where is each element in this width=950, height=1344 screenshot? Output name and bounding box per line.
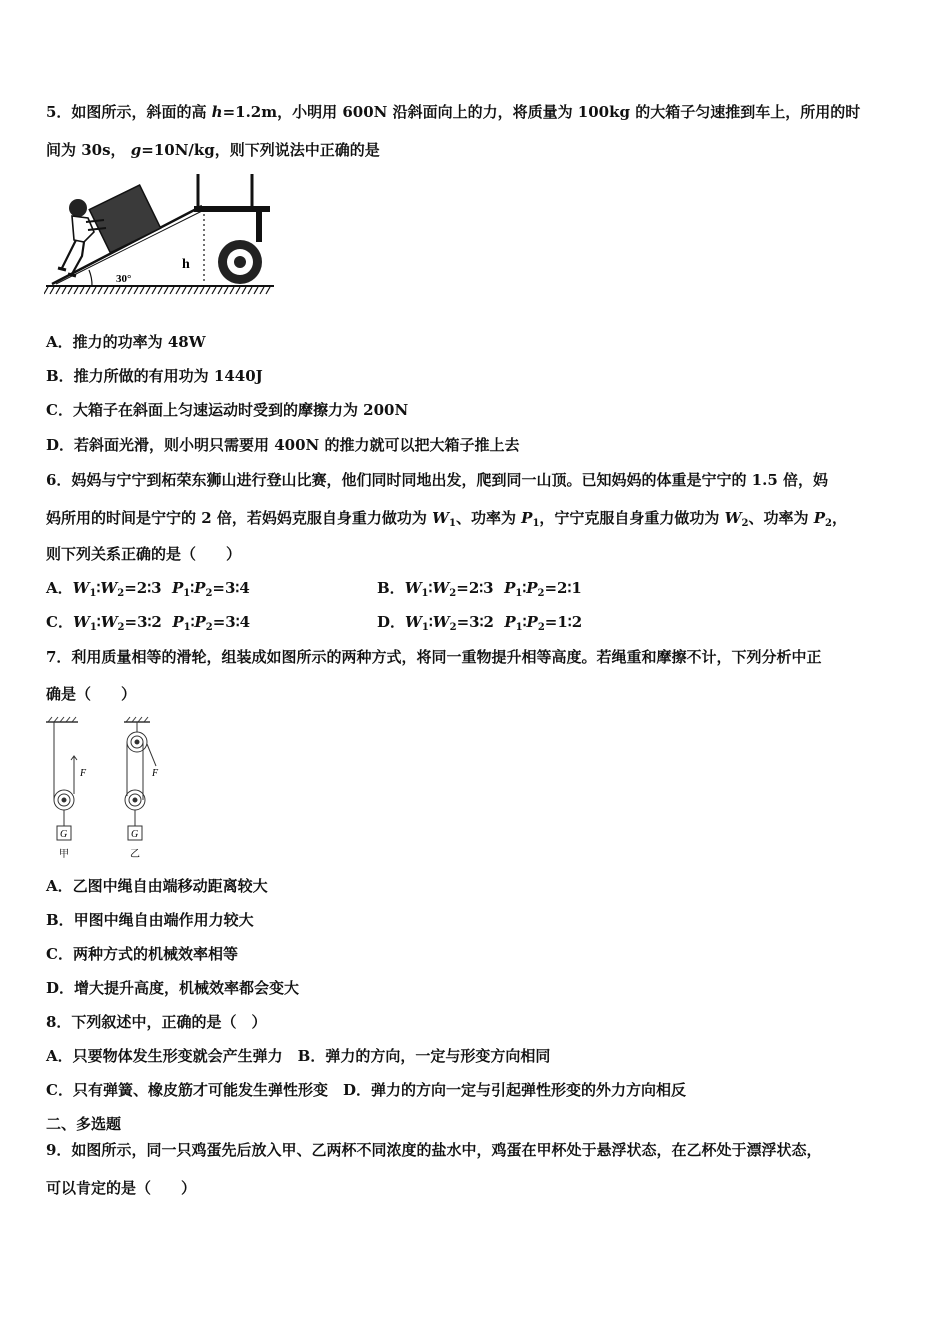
q5-stem-line-1: 5．如图所示，斜面的高 h=1.2m，小明用 600N 沿斜面向上的力，将质量为 100kg 的大箱子匀速推到车上，所用的时 xyxy=(46,103,861,121)
svg-text:乙: 乙 xyxy=(130,849,140,860)
q7-option-a: A．乙图中绳自由端移动距离较大 xyxy=(46,877,268,895)
q6-option-c: C．$W_1∶W_2=3∶2$ $P_1∶P_2=3∶4$ xyxy=(46,613,251,633)
svg-text:G: G xyxy=(131,829,139,840)
pulley-figure xyxy=(40,714,180,862)
svg-text:30°: 30° xyxy=(116,273,132,285)
q8-stem: 8．下列叙述中，正确的是（ ） xyxy=(46,1013,267,1031)
q6-option-d: D．$W_1∶W_2=3∶2$ $P_1∶P_2=1∶2$ xyxy=(377,613,583,633)
q7-option-d: D．增大提升高度，机械效率都会变大 xyxy=(46,979,300,997)
q8-options-cd: C．只有弹簧、橡皮筋才可能发生弹性形变 D．弹力的方向一定与引起弹性形变的外力方向相反 xyxy=(46,1081,686,1099)
q5-option-a: A．推力的功率为 48W xyxy=(46,333,206,351)
q7-option-b: B．甲图中绳自由端作用力较大 xyxy=(46,911,254,929)
q9-stem-line-2: 可以肯定的是（ ） xyxy=(46,1179,197,1197)
q6-stem-line-3: 则下列关系正确的是（ ） xyxy=(46,545,242,563)
q5-option-c: C．大箱子在斜面上匀速运动时受到的摩擦力为 200N xyxy=(46,401,409,419)
q5-option-d: D．若斜面光滑，则小明只需要用 400N 的推力就可以把大箱子推上去 xyxy=(46,436,520,454)
svg-text:F: F xyxy=(152,768,159,779)
q9-stem-line-1: 9．如图所示，同一只鸡蛋先后放入甲、乙两杯不同浓度的盐水中，鸡蛋在甲杯处于悬浮状态，在乙杯处于漂浮状态， xyxy=(46,1141,822,1159)
svg-text:G: G xyxy=(60,829,68,840)
svg-text:甲: 甲 xyxy=(59,849,69,860)
q7-option-c: C．两种方式的机械效率相等 xyxy=(46,945,238,963)
q7-stem-line-2: 确是（ ） xyxy=(46,685,137,703)
section-title-multiple-choice: 二、多选题 xyxy=(46,1115,122,1133)
svg-text:F: F xyxy=(80,768,87,779)
q5-stem-line-2: 间为 30s， g=10N/kg，则下列说法中正确的是 xyxy=(46,141,380,159)
q6-stem-line-1: 6．妈妈与宁宁到柘荣东狮山进行登山比赛，他们同时同地出发，爬到同一山顶。已知妈妈的体重是宁宁的 1.5 倍，妈 xyxy=(46,471,828,489)
svg-text:h: h xyxy=(182,257,190,272)
incline-truck-figure xyxy=(44,170,276,296)
q8-options-ab: A．只要物体发生形变就会产生弹力 B．弹力的方向，一定与形变方向相同 xyxy=(46,1047,551,1065)
q6-stem-line-2: 妈所用的时间是宁宁的 2 倍，若妈妈克服自身重力做功为 $W_1$、功率为 $P_1$，宁宁克服自身重力做功为 $W_2$、功率为 $P_2$， xyxy=(46,509,847,529)
q6-option-b: B．$W_1∶W_2=2∶3$ $P_1∶P_2=2∶1$ xyxy=(377,579,582,599)
q5-option-b: B．推力所做的有用功为 1440J xyxy=(46,367,263,385)
q6-option-a: A．$W_1∶W_2=2∶3$ $P_1∶P_2=3∶4$ xyxy=(46,579,250,599)
q7-stem-line-1: 7．利用质量相等的滑轮，组装成如图所示的两种方式，将同一重物提升相等高度。若绳重和摩擦不计，下列分析中正 xyxy=(46,648,822,666)
